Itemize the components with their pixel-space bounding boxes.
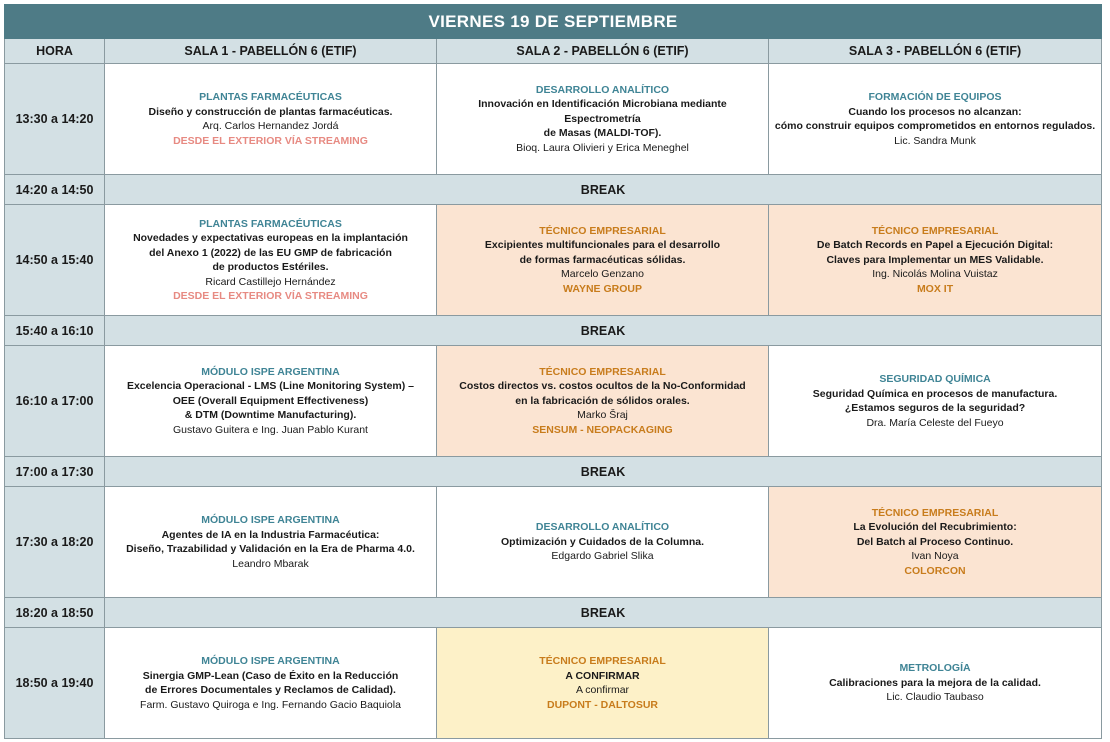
session-title-line: Seguridad Química en procesos de manufactura. [812, 387, 1058, 400]
session-category: TÉCNICO EMPRESARIAL [539, 365, 666, 378]
session-title-line: Agentes de IA en la Industria Farmacéutica: [161, 528, 380, 541]
time-cell: 18:20 a 18:50 [5, 598, 105, 628]
session-sala3 [769, 64, 1102, 175]
session-speaker: Marcelo Genzano [561, 268, 644, 281]
session-title-line: de formas farmacéuticas sólidas. [519, 253, 686, 266]
session-title-line: Diseño, Trazabilidad y Validación en la Era de Pharma 4.0. [126, 543, 415, 555]
session-category: TÉCNICO EMPRESARIAL [871, 224, 999, 237]
session-row [5, 487, 1102, 598]
time-cell: 17:30 a 18:20 [5, 487, 105, 598]
session-speaker: Lic. Claudio Taubaso [886, 691, 984, 704]
session-title-line: ¿Estamos seguros de la seguridad? [844, 402, 1026, 414]
session-sala3 [769, 487, 1102, 598]
schedule-table [4, 4, 1102, 739]
session-title-line: De Batch Records en Papel a Ejecución Digital: [816, 239, 1054, 252]
session-category: TÉCNICO EMPRESARIAL [871, 506, 999, 519]
session-sponsor: WAYNE GROUP [563, 282, 642, 295]
session-category: MÓDULO ISPE ARGENTINA [201, 365, 340, 378]
session-title-line: OEE (Overall Equipment Effectiveness) [172, 394, 369, 407]
session-sala1 [105, 487, 437, 598]
session-title-line: del Anexo 1 (2022) de las EU GMP de fabricación [149, 246, 392, 259]
schedule [4, 4, 1101, 739]
session-sala3 [769, 628, 1102, 739]
session-title-line: Calibraciones para la mejora de la calidad. [829, 676, 1041, 689]
session-sala2 [437, 205, 769, 316]
session-category: METROLOGÍA [899, 662, 971, 675]
session-title-line: de productos Estériles. [212, 261, 329, 273]
break-label: BREAK [105, 175, 1102, 205]
time-cell: 14:50 a 15:40 [5, 205, 105, 316]
session-category: PLANTAS FARMACÉUTICAS [199, 91, 342, 103]
session-speaker: Bioq. Laura Olivieri y Erica Meneghel [516, 141, 689, 154]
session-speaker: Dra. María Celeste del Fueyo [866, 416, 1004, 429]
session-row [5, 346, 1102, 457]
session-title-line: cómo construir equipos comprometidos en entornos regulados. [774, 120, 1096, 132]
session-sala2 [437, 64, 769, 175]
session-sponsor: COLORCON [904, 564, 966, 577]
session-title-line: Costos directos vs. costos ocultos de la No-Conformidad [459, 380, 746, 393]
time-cell: 16:10 a 17:00 [5, 346, 105, 457]
page-title: VIERNES 19 DE SEPTIEMBRE [5, 5, 1102, 39]
break-row [5, 457, 1102, 487]
session-sala1 [105, 205, 437, 316]
session-speaker: A confirmar [575, 684, 630, 696]
session-speaker: Ricard Castillejo Hernández [205, 275, 336, 288]
title-row [5, 5, 1102, 39]
session-title-line: de Errores Documentales y Reclamos de Calidad). [145, 684, 396, 696]
session-speaker: Farm. Gustavo Quiroga e Ing. Fernando Gacio Baquiola [140, 698, 401, 711]
session-title-line: & DTM (Downtime Manufacturing). [184, 409, 357, 422]
time-cell: 15:40 a 16:10 [5, 316, 105, 346]
session-speaker: Lic. Sandra Munk [894, 134, 976, 147]
session-title-line: Optimización y Cuidados de la Columna. [500, 535, 705, 548]
session-title-line: de Masas (MALDI-TOF). [543, 127, 662, 140]
session-title-line: Excelencia Operacional - LMS (Line Monitoring System) – [126, 380, 415, 393]
session-sala2 [437, 487, 769, 598]
streaming-note: DESDE EL EXTERIOR VÍA STREAMING [173, 134, 368, 147]
break-label: BREAK [105, 316, 1102, 346]
session-sala3 [769, 346, 1102, 457]
time-cell: 14:20 a 14:50 [5, 175, 105, 205]
session-title-line: Cuando los procesos no alcanzan: [848, 105, 1022, 118]
header-sala1: SALA 1 - PABELLÓN 6 (ETIF) [105, 39, 437, 64]
time-cell: 17:00 a 17:30 [5, 457, 105, 487]
session-title-line: Novedades y expectativas europeas en la implantación [133, 232, 408, 244]
break-row [5, 316, 1102, 346]
session-category: MÓDULO ISPE ARGENTINA [201, 655, 340, 667]
time-cell: 13:30 a 14:20 [5, 64, 105, 175]
time-cell: 18:50 a 19:40 [5, 628, 105, 739]
session-speaker: Gustavo Guitera e Ing. Juan Pablo Kurant [173, 423, 368, 436]
session-sala3 [769, 205, 1102, 316]
session-title-line: en la fabricación de sólidos orales. [515, 394, 690, 407]
session-title-line: Claves para Implementar un MES Validable. [826, 253, 1044, 266]
break-label: BREAK [105, 598, 1102, 628]
session-category: TÉCNICO EMPRESARIAL [539, 655, 666, 667]
session-title-line: Del Batch al Proceso Continuo. [856, 535, 1014, 548]
session-sponsor: MOX IT [916, 282, 954, 295]
session-title-line: Excipientes multifuncionales para el desarrollo [484, 239, 721, 252]
session-category: DESARROLLO ANALÍTICO [535, 521, 670, 534]
streaming-note: DESDE EL EXTERIOR VÍA STREAMING [173, 290, 368, 302]
session-speaker: Leandro Mbarak [232, 557, 309, 570]
session-sponsor: DUPONT - DALTOSUR [546, 698, 659, 711]
session-title-line: Diseño y construcción de plantas farmacéuticas. [148, 105, 393, 118]
session-category: MÓDULO ISPE ARGENTINA [201, 514, 340, 526]
session-title-line: Innovación en Identificación Microbiana mediante Espectrometría [478, 98, 727, 125]
session-title-line: La Evolución del Recubrimiento: [853, 521, 1017, 534]
session-category: TÉCNICO EMPRESARIAL [539, 224, 666, 237]
session-speaker: Edgardo Gabriel Slika [551, 550, 654, 563]
session-speaker: Ivan Noya [911, 550, 959, 563]
break-row [5, 175, 1102, 205]
break-label: BREAK [105, 457, 1102, 487]
header-row [5, 39, 1102, 64]
header-hora: HORA [5, 39, 105, 64]
session-speaker: Arq. Carlos Hernandez Jordá [202, 120, 339, 132]
session-row [5, 64, 1102, 175]
session-speaker: Marko Šraj [577, 409, 628, 422]
session-title-line: Sinergia GMP-Lean (Caso de Éxito en la Reducción [142, 669, 399, 682]
session-speaker: Ing. Nicolás Molina Vuistaz [872, 268, 998, 281]
session-sala1 [105, 64, 437, 175]
session-sala1 [105, 346, 437, 457]
session-sala2 [437, 628, 769, 739]
session-sala2 [437, 346, 769, 457]
session-category: FORMACIÓN DE EQUIPOS [868, 91, 1002, 103]
session-sala1 [105, 628, 437, 739]
session-title-line: A CONFIRMAR [565, 669, 640, 682]
session-category: SEGURIDAD QUÍMICA [879, 373, 991, 385]
session-category: DESARROLLO ANALÍTICO [535, 83, 670, 96]
session-row [5, 628, 1102, 739]
session-category: PLANTAS FARMACÉUTICAS [199, 217, 342, 230]
header-sala3: SALA 3 - PABELLÓN 6 (ETIF) [769, 39, 1102, 64]
header-sala2: SALA 2 - PABELLÓN 6 (ETIF) [437, 39, 769, 64]
break-row [5, 598, 1102, 628]
session-sponsor: SENSUM - NEOPACKAGING [532, 423, 673, 436]
session-row [5, 205, 1102, 316]
